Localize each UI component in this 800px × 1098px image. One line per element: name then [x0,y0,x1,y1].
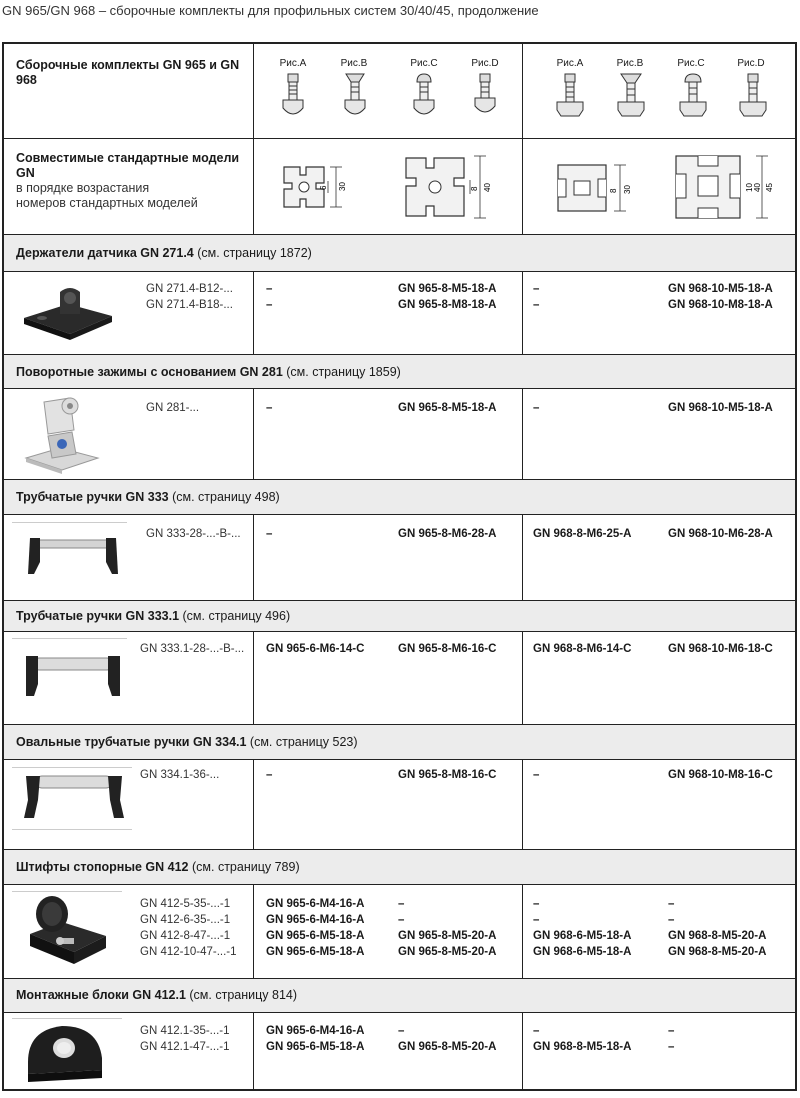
mounting-block-image [22,1022,112,1084]
fastener-d2-icon [738,74,768,130]
model-code: GN 412.1-47-...-1 [140,1041,230,1053]
profile-30b-icon [556,157,646,221]
fastener-a1-icon [280,74,306,130]
compat-title: Совместимые стандартные модели GN [16,151,240,180]
part-number: GN 965-8-M5-18-A [398,283,497,295]
part-number: – [266,283,273,295]
section-header [4,850,795,884]
part-number: GN 965-6-M6-14-C [266,643,365,655]
profile-40-icon [404,150,504,228]
model-code: GN 271.4-B12-... [146,283,233,295]
part-number: GN 968-8-M6-14-C [533,643,632,655]
section-header [4,725,795,759]
model-code: GN 271.4-B18-... [146,299,233,311]
section-ref: (см. страницу 498) [168,490,280,504]
part-number: GN 965-8-M5-20-A [398,1041,497,1053]
part-number: – [668,898,675,910]
fig-label-a2: Рис.A [556,58,584,69]
model-code: GN 333.1-28-...-B-... [140,643,245,655]
fastener-a2-icon [555,74,585,130]
part-number: – [533,769,540,781]
fastener-d1-icon [472,74,498,130]
part-number: GN 965-6-M5-18-A [266,930,365,942]
part-number: GN 968-6-M5-18-A [533,930,632,942]
part-number: GN 968-6-M5-18-A [533,946,632,958]
part-number: – [668,914,675,926]
part-number: GN 965-6-M4-16-A [266,898,365,910]
part-number: – [266,769,273,781]
fig-label-b1: Рис.B [340,58,368,69]
compat-subtitle-2: номеров стандартных моделей [16,196,198,210]
fastener-c1-icon [411,74,437,130]
fig-label-d2: Рис.D [737,58,765,69]
part-number: GN 968-8-M6-25-A [533,528,632,540]
part-number: GN 968-8-M5-18-A [533,1041,632,1053]
part-number: – [266,402,273,414]
part-number: GN 965-6-M5-18-A [266,946,365,958]
model-code: GN 281-... [146,402,200,414]
fig-label-d1: Рис.D [471,58,499,69]
part-number: GN 965-6-M5-18-A [266,1041,365,1053]
part-number: GN 968-10-M6-18-C [668,643,773,655]
indexing-plunger-image [22,894,112,968]
fig-label-c2: Рис.C [677,58,705,69]
fastener-c2-icon [678,74,708,130]
compat-subtitle-1: в порядке возрастания [16,181,150,195]
tubular-handle-image [20,648,124,704]
part-number: GN 965-8-M8-18-A [398,299,497,311]
part-number: GN 965-6-M4-16-A [266,914,365,926]
part-number: GN 968-10-M8-16-C [668,769,773,781]
part-number: GN 965-6-M4-16-A [266,1025,365,1037]
part-number: GN 968-8-M5-20-A [668,930,767,942]
part-number: – [398,898,405,910]
part-number: – [398,1025,405,1037]
part-number: – [668,1041,675,1053]
tubular-handle-image [22,532,122,582]
part-number: – [533,914,540,926]
section-ref: (см. страницу 523) [246,735,358,749]
swivel-clamp-image [22,396,102,476]
section-ref: (см. страницу 789) [188,860,300,874]
fig-label-c1: Рис.C [410,58,438,69]
part-number: GN 965-8-M6-16-C [398,643,497,655]
profile-45-dim-b: 40 [753,183,762,192]
page-title: GN 965/GN 968 – сборочные комплекты для профильных систем 30/40/45, продолжение [2,3,539,18]
part-number: GN 965-8-M5-18-A [398,402,497,414]
section-title: Овальные трубчатые ручки GN 334.1 [16,735,247,749]
sensor-holder-image [18,284,118,344]
part-number: – [533,299,540,311]
part-number: GN 965-8-M5-20-A [398,946,497,958]
part-number: GN 965-8-M8-16-C [398,769,497,781]
compatibility-table [2,42,797,1091]
part-number: – [398,914,405,926]
section-ref: (см. страницу 814) [185,988,298,1002]
part-number: – [533,402,540,414]
section-header [4,235,795,271]
fastener-b1-icon [342,74,368,130]
fig-label-a1: Рис.A [279,58,307,69]
section-title: Поворотные зажимы с основанием GN 281 [16,365,283,379]
profile-45-dim-a: 10 [745,183,754,192]
profile-30-dim-b: 30 [338,182,347,191]
section-title: Держатели датчика GN 271.4 [16,246,194,260]
kits-title: Сборочные комплекты GN 965 и GN 968 [16,58,240,87]
section-ref: (см. страницу 1872) [193,246,312,260]
model-code: GN 412-8-47-...-1 [140,930,231,942]
section-title: Трубчатые ручки GN 333 [16,490,169,504]
part-number: – [266,528,273,540]
part-number: GN 968-10-M5-18-A [668,402,773,414]
section-header [4,355,795,388]
profile-30-dim-a: 6 [319,185,328,190]
model-code: GN 412.1-35-...-1 [140,1025,230,1037]
profile-40-dim-b: 40 [483,183,492,192]
profile-45-dim-c: 45 [765,183,774,192]
model-code: GN 412-6-35-...-1 [140,914,231,926]
part-number: – [668,1025,675,1037]
part-number: – [266,299,273,311]
profile-45-icon [674,150,784,228]
model-code: GN 333-28-...-B-... [146,528,241,540]
part-number: GN 968-8-M5-20-A [668,946,767,958]
section-header [4,601,795,631]
profile-30b-dim-a: 8 [609,188,618,193]
section-header [4,979,795,1012]
oval-handle-image [18,770,128,826]
section-title: Трубчатые ручки GN 333.1 [16,609,180,623]
model-code: GN 412-10-47-...-1 [140,946,237,958]
part-number: – [533,1025,540,1037]
fig-label-b2: Рис.B [616,58,644,69]
profile-30-icon [282,157,372,217]
fastener-b2-icon [616,74,646,130]
section-title: Штифты стопорные GN 412 [16,860,189,874]
part-number: GN 965-8-M5-20-A [398,930,497,942]
section-title: Монтажные блоки GN 412.1 [16,988,186,1002]
part-number: GN 968-10-M6-28-A [668,528,773,540]
section-ref: (см. страницу 496) [179,609,291,623]
section-ref: (см. страницу 1859) [282,365,401,379]
model-code: GN 334.1-36-... [140,769,220,781]
profile-30b-dim-b: 30 [623,185,632,194]
part-number: – [533,898,540,910]
profile-40-dim-a: 8 [470,186,479,191]
part-number: GN 965-8-M6-28-A [398,528,497,540]
part-number: – [533,283,540,295]
part-number: GN 968-10-M5-18-A [668,283,773,295]
model-code: GN 412-5-35-...-1 [140,898,231,910]
section-header [4,480,795,514]
part-number: GN 968-10-M8-18-A [668,299,773,311]
